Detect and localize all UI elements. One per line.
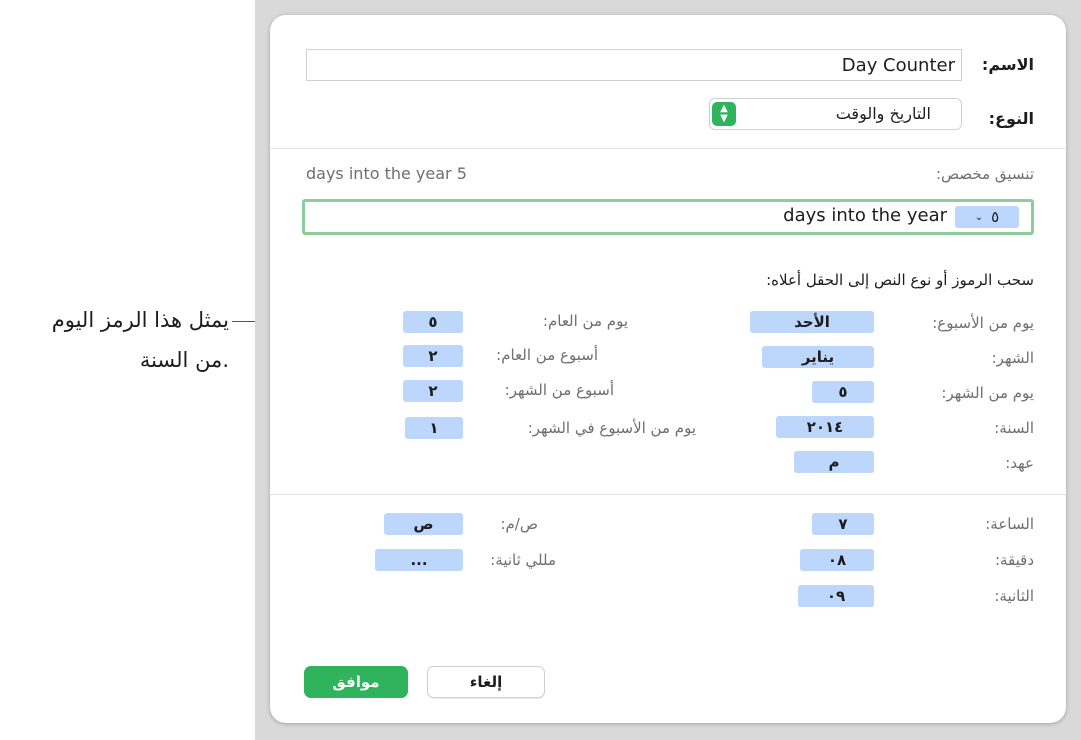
token-week-of-year[interactable]: ٢ <box>403 345 463 367</box>
token-week-of-month[interactable]: ٢ <box>403 380 463 402</box>
custom-format-label: تنسيق مخصص: <box>935 165 1034 183</box>
token-label-week-of-year: أسبوع من العام: <box>496 346 598 364</box>
token-day-of-year[interactable]: ٥ <box>403 311 463 333</box>
token-label-year: السنة: <box>994 419 1034 437</box>
token-am-pm[interactable]: ص <box>384 513 463 535</box>
name-label: الاسم: <box>981 55 1034 74</box>
chevron-down-icon: ⌄ <box>974 211 984 223</box>
token-label-second: الثانية: <box>994 587 1034 605</box>
format-field-token-value: ٥ <box>991 208 1000 226</box>
token-label-weekday: يوم من الأسبوع: <box>932 314 1034 332</box>
token-weekday-in-month[interactable]: ١ <box>405 417 463 439</box>
token-label-minute: دقيقة: <box>994 551 1034 569</box>
token-minute[interactable]: ٠٨ <box>800 549 874 571</box>
token-era[interactable]: م <box>794 451 874 473</box>
token-label-week-of-month: أسبوع من الشهر: <box>504 381 614 399</box>
token-label-milliseconds: مللي ثانية: <box>490 551 556 569</box>
token-year[interactable]: ٢٠١٤ <box>776 416 874 438</box>
callout-text-line2: من السنة. <box>139 348 229 372</box>
type-select-value: التاريخ والوقت <box>835 104 931 123</box>
format-preview: days into the year 5 <box>306 164 467 183</box>
token-day-of-month[interactable]: ٥ <box>812 381 874 403</box>
select-stepper-icon: ▲ ▼ <box>712 102 736 126</box>
type-label: النوع: <box>988 109 1034 128</box>
token-label-weekday-in-month: يوم من الأسبوع في الشهر: <box>527 419 696 437</box>
callout-text-line1: يمثل هذا الرمز اليوم <box>51 308 229 332</box>
type-select[interactable] <box>709 98 962 130</box>
cancel-button[interactable]: إلغاء <box>427 666 545 698</box>
format-field-text: days into the year <box>783 205 947 226</box>
token-label-era: عهد: <box>1005 454 1034 472</box>
divider-bottom <box>270 494 1066 495</box>
format-field[interactable] <box>302 199 1034 235</box>
token-label-day-of-year: يوم من العام: <box>542 312 628 330</box>
token-milliseconds[interactable]: ... <box>375 549 463 571</box>
token-hour[interactable]: ٧ <box>812 513 874 535</box>
name-field[interactable]: Day Counter <box>306 49 962 81</box>
format-field-token[interactable] <box>955 206 1019 228</box>
drag-instructions: سحب الرموز أو نوع النص إلى الحقل أعلاه: <box>766 271 1034 289</box>
token-label-hour: الساعة: <box>985 515 1034 533</box>
token-second[interactable]: ٠٩ <box>798 585 874 607</box>
token-label-month: الشهر: <box>991 349 1034 367</box>
token-month[interactable]: يناير <box>762 346 874 368</box>
token-weekday[interactable]: الأحد <box>750 311 874 333</box>
token-label-am-pm: ص/م: <box>500 515 538 533</box>
ok-button[interactable]: موافق <box>304 666 408 698</box>
custom-format-dialog <box>270 15 1066 723</box>
divider-top <box>270 148 1066 149</box>
token-label-day-of-month: يوم من الشهر: <box>941 384 1034 402</box>
